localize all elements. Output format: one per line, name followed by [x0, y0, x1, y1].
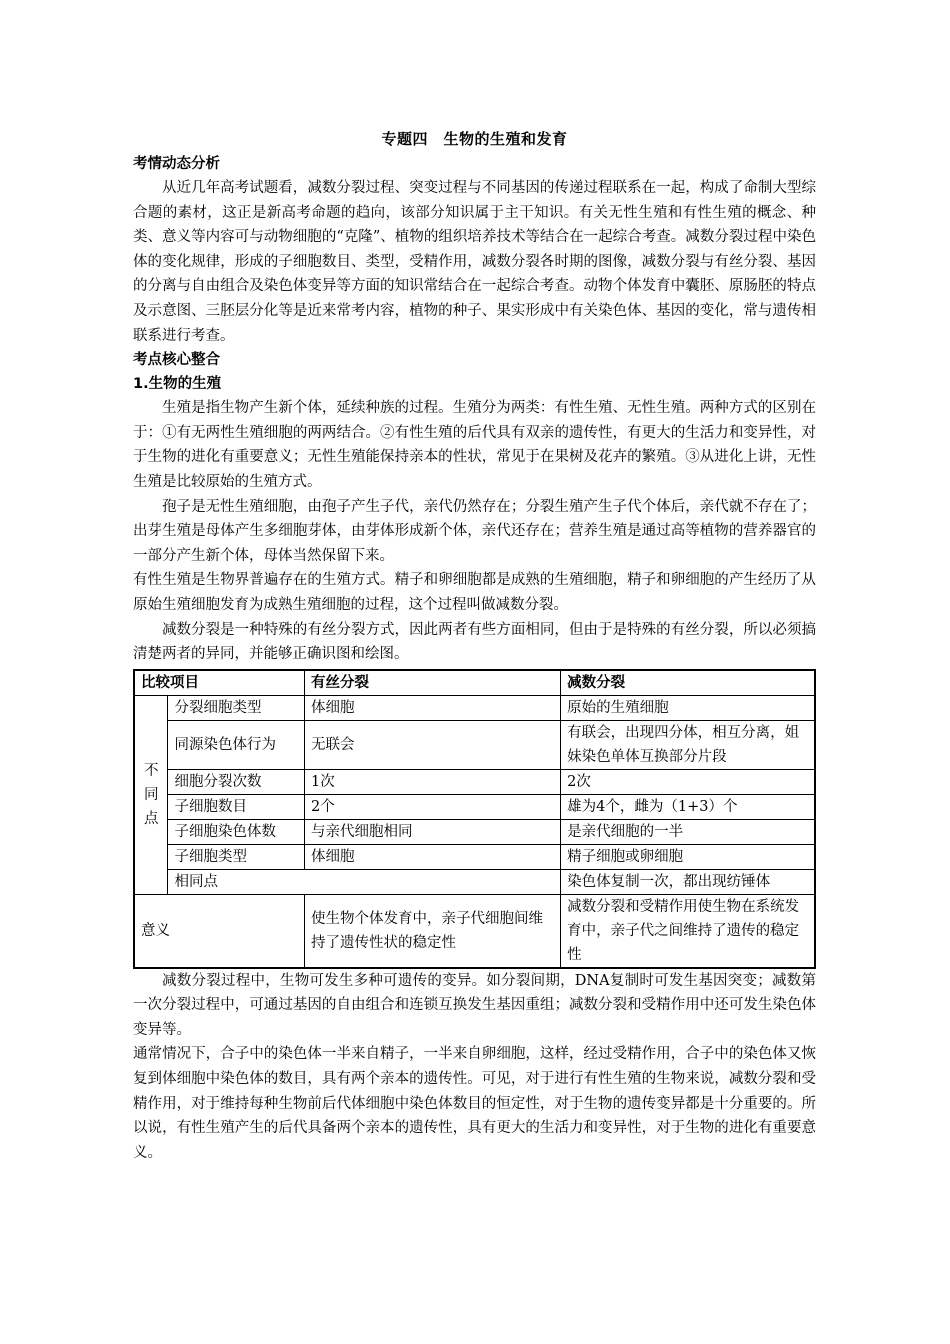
table-header-row — [134, 670, 815, 696]
table-cell-meaning-label: 意义 — [134, 894, 305, 968]
table-cell-item: 分裂细胞类型 — [168, 695, 305, 720]
table-header-item: 比较项目 — [134, 670, 305, 696]
table-row — [134, 844, 815, 869]
table-cell-meiosis: 精子细胞或卵细胞 — [561, 844, 815, 869]
table-row — [134, 769, 815, 794]
table-row — [134, 794, 815, 819]
fertilization-paragraph: 通常情况下，合子中的染色体一半来自精子，一半来自卵细胞，这样，经过受精作用，合子中的染色体又恢复到体细胞中染色体的数目，具有两个亲本的遗传性。可见，对于进行有性生殖的生物来说，减数分裂和受精作用，对于维持每种生物前后代体细胞中染色体数目的恒定性，对于生物的遗传变异都是十分重要的。所以说，有性生殖产生的后代具备两个亲本的遗传性，具有更大的生活力和变异性，对于生物的进化有重要意义。 — [133, 1046, 816, 1161]
table-row-meaning — [134, 894, 815, 968]
table-row-same — [134, 869, 815, 894]
table-cell-mitosis: 无联会 — [305, 720, 561, 769]
table-row — [134, 695, 815, 720]
table-cell-meiosis: 雄为4个，雌为（1+3）个 — [561, 794, 815, 819]
table-header-mitosis: 有丝分裂 — [305, 670, 561, 696]
table-cell-same-label: 相同点 — [168, 869, 561, 894]
table-cell-meaning-mitosis: 使生物个体发育中，亲子代细胞间维持了遗传性状的稳定性 — [305, 894, 561, 968]
table-row — [134, 819, 815, 844]
table-cell-item: 子细胞类型 — [168, 844, 305, 869]
table-cell-meaning-meiosis: 减数分裂和受精作用使生物在系统发育中，亲子代之间维持了遗传的稳定性 — [561, 894, 815, 968]
table-row — [134, 720, 815, 769]
table-cell-mitosis: 与亲代细胞相同 — [305, 819, 561, 844]
section-heading-core-points: 考点核心整合 — [133, 352, 220, 369]
table-cell-meiosis: 是亲代细胞的一半 — [561, 819, 815, 844]
table-cell-item: 同源染色体行为 — [168, 720, 305, 769]
section-heading-exam-analysis: 考情动态分析 — [133, 156, 220, 172]
table-cell-item: 子细胞染色体数 — [168, 819, 305, 844]
table-cell-meiosis: 2次 — [561, 769, 815, 794]
table-cell-mitosis: 体细胞 — [305, 695, 561, 720]
exam-analysis-paragraph: 从近几年高考试题看，减数分裂过程、突变过程与不同基因的传递过程联系在一起，构成了命制大型综合题的素材，这正是新高考命题的趋向，该部分知识属于主干知识。有关无性生殖和有性生殖的概念、种类、意义等内容可与动物细胞的“克隆”、植物的组织培养技术等结合在一起综合考查。减数分裂过程中染色体的变化规律，形成的子细胞数目、类型，受精作用，减数分裂各时期的图像，减数分裂与有丝分裂、基因的分离与自由组合及染色体变异等方面的知识常结合在一起综合考查。动物个体发育中囊胚、原肠胚的特点及示意图、三胚层分化等是近来常考内容，植物的种子、果实形成中有关染色体、基因的变化，常与遗传相联系进行考查。 — [133, 180, 816, 344]
table-cell-mitosis: 1次 — [305, 769, 561, 794]
table-header-meiosis: 减数分裂 — [561, 670, 815, 696]
comparison-table — [133, 669, 816, 969]
table-cell-item: 细胞分裂次数 — [168, 769, 305, 794]
table-cell-meiosis: 有联会，出现四分体，相互分离，姐妹染色单体互换部分片段 — [561, 720, 815, 769]
table-cell-same-value: 染色体复制一次，都出现纺锤体 — [561, 869, 815, 894]
table-cell-meiosis: 原始的生殖细胞 — [561, 695, 815, 720]
reproduction-paragraph-3: 有性生殖是生物界普遍存在的生殖方式。精子和卵细胞都是成熟的生殖细胞，精子和卵细胞的产生经历了从原始生殖细胞发育为成熟生殖细胞的过程，这个过程叫做减数分裂。 — [133, 572, 816, 613]
table-cell-mitosis: 体细胞 — [305, 844, 561, 869]
table-cell-mitosis: 2个 — [305, 794, 561, 819]
document-title: 专题四 生物的生殖和发育 — [381, 130, 568, 148]
reproduction-paragraph-4: 减数分裂是一种特殊的有丝分裂方式，因此两者有些方面相同，但由于是特殊的有丝分裂，所以必须搞清楚两者的异同，并能够正确识图和绘图。 — [133, 621, 816, 663]
document-page — [133, 128, 816, 1165]
differences-label: 不 同 点 — [134, 695, 168, 894]
reproduction-paragraph-1: 生殖是指生物产生新个体，延续种族的过程。生殖分为两类：有性生殖、无性生殖。两种方式的区别在于：①有无两性生殖细胞的两两结合。②有性生殖的后代具有双亲的遗传性，有更大的生活力和变异性，对于生物的进化有重要意义；无性生殖能保持亲本的性状，常见于在果树及花卉的繁殖。③从进化上讲，无性生殖是比较原始的生殖方式。 — [133, 400, 816, 490]
variation-paragraph: 减数分裂过程中，生物可发生多种可遗传的变异。如分裂间期，DNA复制时可发生基因突变；减数第一次分裂过程中，可通过基因的自由组合和连锁互换发生基因重组；减数分裂和受精作用中还可发生染色体变异等。 — [133, 972, 816, 1038]
subheading-reproduction: 1.生物的生殖 — [133, 376, 222, 393]
reproduction-paragraph-2: 孢子是无性生殖细胞，由孢子产生子代，亲代仍然存在；分裂生殖产生子代个体后，亲代就不存在了；出芽生殖是母体产生多细胞芽体，由芽体形成新个体，亲代还存在；营养生殖是通过高等植物的营养器官的一部分产生新个体，母体当然保留下来。 — [133, 498, 816, 564]
table-cell-item: 子细胞数目 — [168, 794, 305, 819]
